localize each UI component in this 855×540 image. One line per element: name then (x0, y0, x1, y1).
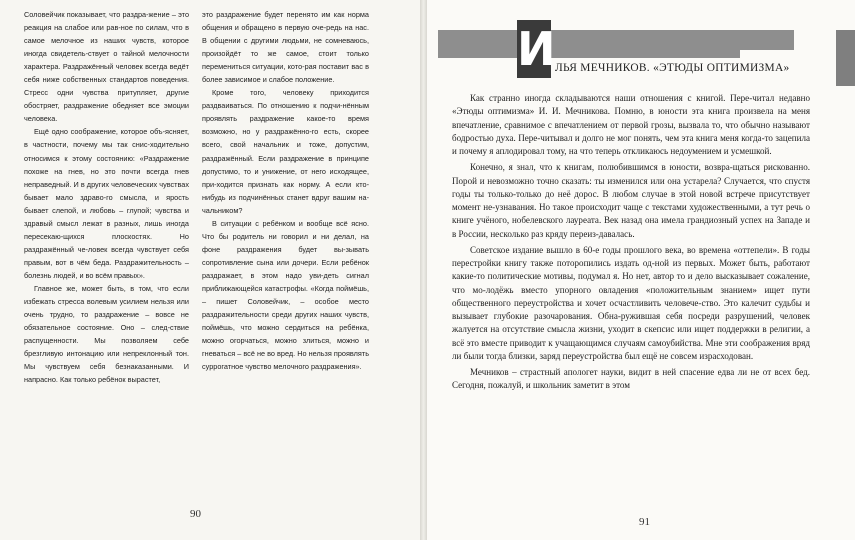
left-column-1 (24, 8, 189, 386)
dropcap-letter: И (517, 22, 556, 76)
chapter-header-bar (438, 30, 740, 58)
paragraph: Кроме того, человеку приходится раздваиваться. По отношению к подчи-нённым проявлять раздражение какое-то время возможно, но у раздражённо-го есть, скорее всего, свой начальник и тоже, допустим, раздражённый. Если раздражение в принципе допустимо, то и унижение, от него исходящее, при-ходится признать как норму. А если кто-нибудь из подчинённых станет вдруг вашим на-чальником? (202, 88, 369, 215)
paragraph: Главное же, может быть, в том, что если избежать стресса волевым усилием нельзя или очень трудно, то раздражение – вовсе не обязательное состояние. Оно – след-ствие распущенности. Мы позволяем себе брезгливую интонацию или непреклонный тон. Мы чувствуем себя безнаказанными. И напрасно. Как только ребёнок вырастет, (24, 283, 189, 385)
paragraph: это раздражение будет перенято им как норма общения и обращено в первую оче-редь на нас. В общении с другими людьми, не сомневаюсь, произойдёт то же самое, стоит только перемениться ситуации, кото-рая поставит вас в более зависимое и слабое положение. (202, 10, 369, 85)
book-gutter (420, 0, 427, 540)
right-page-text (452, 92, 810, 393)
chapter-header-bar-end (740, 30, 794, 50)
left-page (0, 0, 420, 540)
dropcap-box (517, 20, 556, 78)
paragraph: Как странно иногда складываются наши отношения с книгой. Пере-читал недавно «Этюды оптимизма» И. И. Мечникова. Помню, в юности эта книга произвела на меня впечатление, сравнимое с впечатлением от первой грозы, вызвала то, что обычно называют бодростью духа. Пере-читывал и долго не мог понять, чем эта книга меня когда-то зацепила и почему я аплодировал тому, на что теперь откликаюсь недоумением и усмешкой. (452, 93, 810, 156)
page-number: 91 (639, 516, 650, 528)
paragraph: Соловейчик показывает, что раздра-жение – это реакция на слабое или рав-ное по силам, что в самое мелочное из наших чувств, которое иногда свидетель-ствует о тайной мелочности характера. Раздражённый человек всегда ведёт себя ниже собственных стандартов поведения. Стресс одни чувства притупляет, другие обостряет, раздражение обедняет все эмоции человека. (24, 10, 189, 124)
paragraph: Конечно, я знал, что к книгам, полюбившимся в юности, возвра-щаться рискованно. Порой и невозможно точно сказать: ты изменился или она устарела? Случается, что спустя годы ты только-только до неё дорос. В любом случае в этой новой встрече присутствует момент не-узнавания. Но такое происходит чаще с текстами художественными, а тут речь о книге учёного, нобелевского лауреата. Век назад она имела грандиозный успех на Западе и в России, несколько раз кряду переиз-давалась. (452, 162, 810, 239)
left-column-2 (202, 8, 369, 373)
paragraph: Ещё одно соображение, которое объ-ясняет, в частности, почему мы так снис-ходительно относимся к этому состоянию: «Раздражение похоже на гнев, но это почти всегда гнев неправедный. И в других человеческих чувствах бывает мало здраво-го смысла, и ярость бывает слепой, и любовь – глупой; чувства и здравый смысл лежат в разных, лишь иногда пересекаю-щихся плоскостях. Но раздражённый че-ловек всегда чувствует себя правым, вот в чём беда. Раздражительность – болезнь людей, и во всём правых». (24, 127, 189, 280)
paragraph: Советское издание вышло в 60-е годы прошлого века, во времена «оттепели». В годы перестройки книгу также поторопились издать од-ной из первых. Может быть, работают какие-то политические мотивы, подумал я. Но нет, автор то и дело высказывает сожаление, что мо-лодёжь вместо упорного овладения «положительным знанием» ищет пути общественного переустройства и хочет осчастливить человече-ство. Это калечит судьбы и вызывает глубокие разочарования. Обна-ружившая себя посреди разрушений, человек жалуется на отсутствие смысла жизни, уходит в скепсис или ищет поддержки в религии, а всё это вместе приводит к учащающимся случаям самоубийства. Мне эти соображения вряд ли были тогда близки, заряд переустройства был ещё не совсем израсходован. (452, 244, 810, 361)
paragraph: В ситуации с ребёнком и вообще всё ясно. Что бы родитель ни говорил и ни делал, на фоне раздражения будет вы-зывать сопротивление сына или дочери. Если ребёнок раздражает, в этом надо уви-деть сигнал приближающейся катастрофы. «Когда поймёшь, – пишет Соловейчик, – особое место раздражительности среди других наших чувств, поймёшь, что можно сердиться на ребёнка, можно огорчаться, можно злиться, можно и гневаться – всё не во вред. Но нельзя проявлять суррогатное чувство мелочного раздражения». (202, 218, 369, 372)
page-number: 90 (190, 508, 201, 520)
paragraph: Мечников – страстный апологет науки, видит в ней спасение едва ли не от всех бед. Сегодня, пожалуй, и школьник заметит в этом (452, 367, 810, 391)
page-edge-tab (836, 30, 855, 86)
chapter-title: ЛЬЯ МЕЧНИКОВ. «ЭТЮДЫ ОПТИМИЗМА» (555, 62, 790, 74)
